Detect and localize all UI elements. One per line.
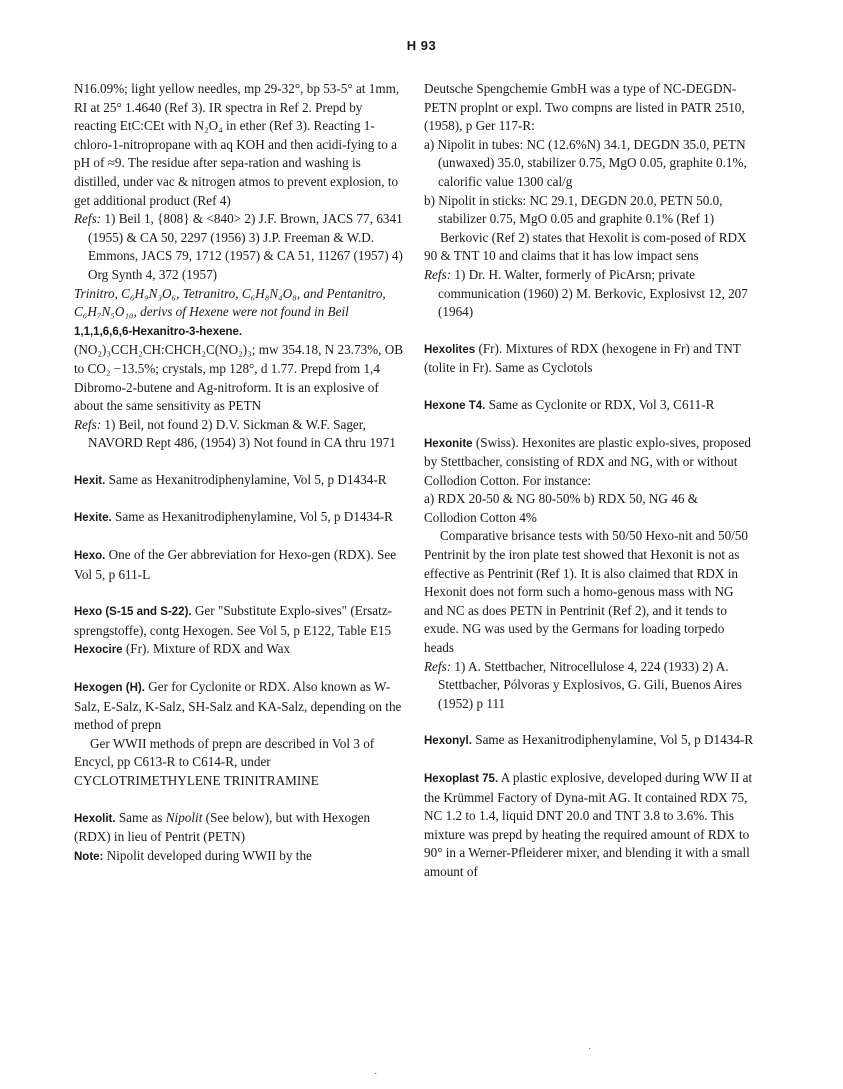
entry-text: Ger for Cyclonite or RDX. Also known as W-Salz, E-Salz, K-Salz, SH-Salz and KA-Salz, depending on the method of prepn [74,679,402,733]
entry-text: Same as Cyclonite or RDX, Vol 3, C611-R [485,396,715,412]
entry-hexanitrohexene [74,322,404,416]
refs-text: 1) Beil, not found 2) D.V. Sickman & W.F. Sager, NAVORD Rept 486, (1954) 3) Not found in CA thru 1971 [88,416,396,451]
entry-text: Same as [115,809,166,825]
entry-heading: Hexogen (H). [74,682,145,695]
refs-text: 1) Dr. H. Walter, formerly of PicArsn; private communication (1960) 2) M. Berkovic, Explosivst 12, 207 (1964) [438,266,748,320]
references-hexene [74,210,404,284]
entry-hexolites [424,340,754,378]
hexonite-compositions: a) RDX 20-50 & NG 80-50% b) RDX 50, NG 46 & Collodion Cotton 4% [424,491,698,525]
entry-heading: Hexocire [74,644,123,657]
entry-text: Ger "Substitute Explo-sives" (Ersatz-sprengstoffe), contg Hexogen. See Vol 5, p E122, Table E15 [74,603,393,638]
entry-text: Same as Hexanitrodiphenylamine, Vol 5, p D1434-R [471,732,754,748]
entry-text: A plastic explosive, developed during WW II at the Krümmel Factory of Dyna-mit AG. It contained RDX 75, NC 1.2 to 1.4, liquid DNT 20.0 and TNT 3.8 to 3.6%. This mixture was prepd by heating the required amount of RDX to 90° in a Werner-Pfleiderer mixer, and blending it with a small amount of [424,770,753,879]
hexene-properties-paragraph: N16.09%; light yellow needles, mp 29-32°, bp 53-5° at 1mm, RI at 25° 1.4640 (Ref 3). IR spectra in Ref 2. Prepd by reacting EtC:CEt with N₂O₄ in ether (Ref 3). Reacting 1-chloro-1-nitropropane with aq KOH and then acidi-fying to a pH of ≈9. The residue after sepa-ration and washing is distilled, under vac & nitrogen atmos to prevent explosion, to get additional product (Ref 4) [74,81,400,208]
entry-heading: Hexolit. [74,812,116,825]
right-column [424,80,754,882]
refs-label: Refs: [424,658,452,674]
references-hexanitrohexene [74,416,404,453]
references-hexonite [424,658,754,714]
entry-hexolit [74,809,404,847]
nipolit-continuation-paragraph: Deutsche Spengchemie GmbH was a type of NC-DEGDN-PETN proplnt or expl. Two compns are listed in PATR 2510, (1958), p Ger 117-R: [424,81,745,134]
entry-text: (See below), but with Hexogen (RDX) in lieu of Pentrit (PETN) [74,809,371,845]
nipolit-composition-b: b) Nipolit in sticks: NC 29.1, DEGDN 20.0, PETN 50.0, stabilizer 0.75, MgO 0.05 and graphite 0.1% (Ref 1) [424,192,723,227]
entry-text: (Swiss). Hexonites are plastic explo-sives, proposed by Stettbacher, consisting of RDX and NG, with or without Collodion Cotton. For instance: [424,434,751,488]
entry-heading: Hexonite [424,437,473,450]
entry-hexocire [74,640,404,660]
nipolit-composition-a: a) Nipolit in tubes: NC (12.6%N) 34.1, DEGDN 35.0, PETN (unwaxed) 35.0, stabilizer 0.75, MgO 0.05, graphite 0.1%, calorific value 1300 cal/g [424,136,747,189]
entry-text: Same as Hexanitrodiphenylamine, Vol 5, p D1434-R [105,471,387,487]
entry-text: (Fr). Mixtures of RDX (hexogene in Fr) and TNT (tolite in Fr). Same as Cyclotols [424,340,741,376]
entry-heading: Hexite. [74,512,112,525]
entry-heading: 1,1,1,6,6,6-Hexanitro-3-hexene. [74,325,243,338]
entry-hexonyl [424,731,754,751]
refs-text: 1) A. Stettbacher, Nitrocellulose 4, 224 (1933) 2) A. Stettbacher, Pólvoras y Explosivos, G. Gili, Buenos Aires (1952) p 111 [438,658,742,711]
entry-heading: Hexo (S-15 and S-22). [74,606,192,619]
entry-heading: Hexolites [424,343,476,356]
entry-hexogen [74,678,404,735]
refs-label: Refs: [424,266,452,282]
scan-speck: · [588,1043,592,1054]
entry-hexoplast-75 [424,769,754,882]
entry-hexite [74,508,404,528]
hexogen-prepn-paragraph: Ger WWII methods of prepn are described in Vol 3 of Encycl, pp C613-R to C614-R, under CYCLOTRIMETHYLENE TRINITRAMINE [74,735,375,788]
entry-hexo [74,546,404,584]
entry-heading: Hexit. [74,474,106,487]
entry-text: One of the Ger abbreviation for Hexo-gen (RDX). See Vol 5, p 611-L [74,547,397,582]
left-column [74,80,404,866]
entry-text: Same as Hexanitrodiphenylamine, Vol 5, p D1434-R [111,509,393,525]
note-label: Note: [74,850,104,863]
references-hexolit [424,266,754,322]
page-number-header: H 93 [406,38,437,53]
note-text: Nipolit developed during WWII by the [103,847,312,863]
scan-speck: · [374,1068,378,1079]
entry-hexit [74,471,404,491]
entry-italic-term: Nipolit [165,809,203,825]
refs-label: Refs: [74,416,102,432]
entry-text: (NO₂)₃CCH₂CH:CHCH₂C(NO₂)₃; mw 354.18, N 23.73%, OB to CO₂ −13.5%; crystals, mp 128°, d 1.77. Prepd from 1,4 Dibromo-2-butene and Ag-nitroform. It is an explosive of about the same sensitivity as PETN [74,342,404,414]
entry-hexone-t4 [424,396,754,416]
entry-heading: Hexoplast 75. [424,773,499,785]
refs-text: 1) Beil 1, {808} & <840> 2) J.F. Brown, JACS 77, 6341 (1955) & CA 50, 2297 (1956) 3) J.P. Freeman & W.D. Emmons, JACS 79, 1712 (1957) & CA 51, 11267 (1957) 4) Org Synth 4, 372 (1957) [88,211,403,282]
entry-text: (Fr). Mixture of RDX and Wax [122,641,291,657]
entry-heading: Hexo. [74,550,106,563]
entry-heading: Hexone T4. [424,399,486,412]
entry-hexo-s15-s22 [74,602,404,640]
refs-label: Refs: [74,211,102,227]
berkovic-paragraph: Berkovic (Ref 2) states that Hexolit is com-posed of RDX 90 & TNT 10 and claims that it has low impact sens [424,229,747,264]
entry-hexonite [424,434,754,491]
hexonite-brisance-paragraph: Comparative brisance tests with 50/50 Hexo-nit and 50/50 Pentrinit by the iron plate test showed that Hexonit is not as effective as Pentrinit (Ref 1). It is also claimed that RDX in Hexonit does not form such a homo-genous mass with NG and NC as does PETN in Pentrinit (Ref 2), and it tends to exude. NG was used by the Germans for loading torpedo heads [424,528,749,656]
note-nipolit [74,847,404,867]
nitrohexene-derivatives-paragraph: Trinitro, C₆H₉N₃O₆, Tetranitro, C₆H₈N₄O₈, and Pentanitro, C₆H₇N₅O₁₀, derivs of Hexene were not found in Beil [74,285,386,320]
entry-heading: Hexonyl. [424,735,472,748]
